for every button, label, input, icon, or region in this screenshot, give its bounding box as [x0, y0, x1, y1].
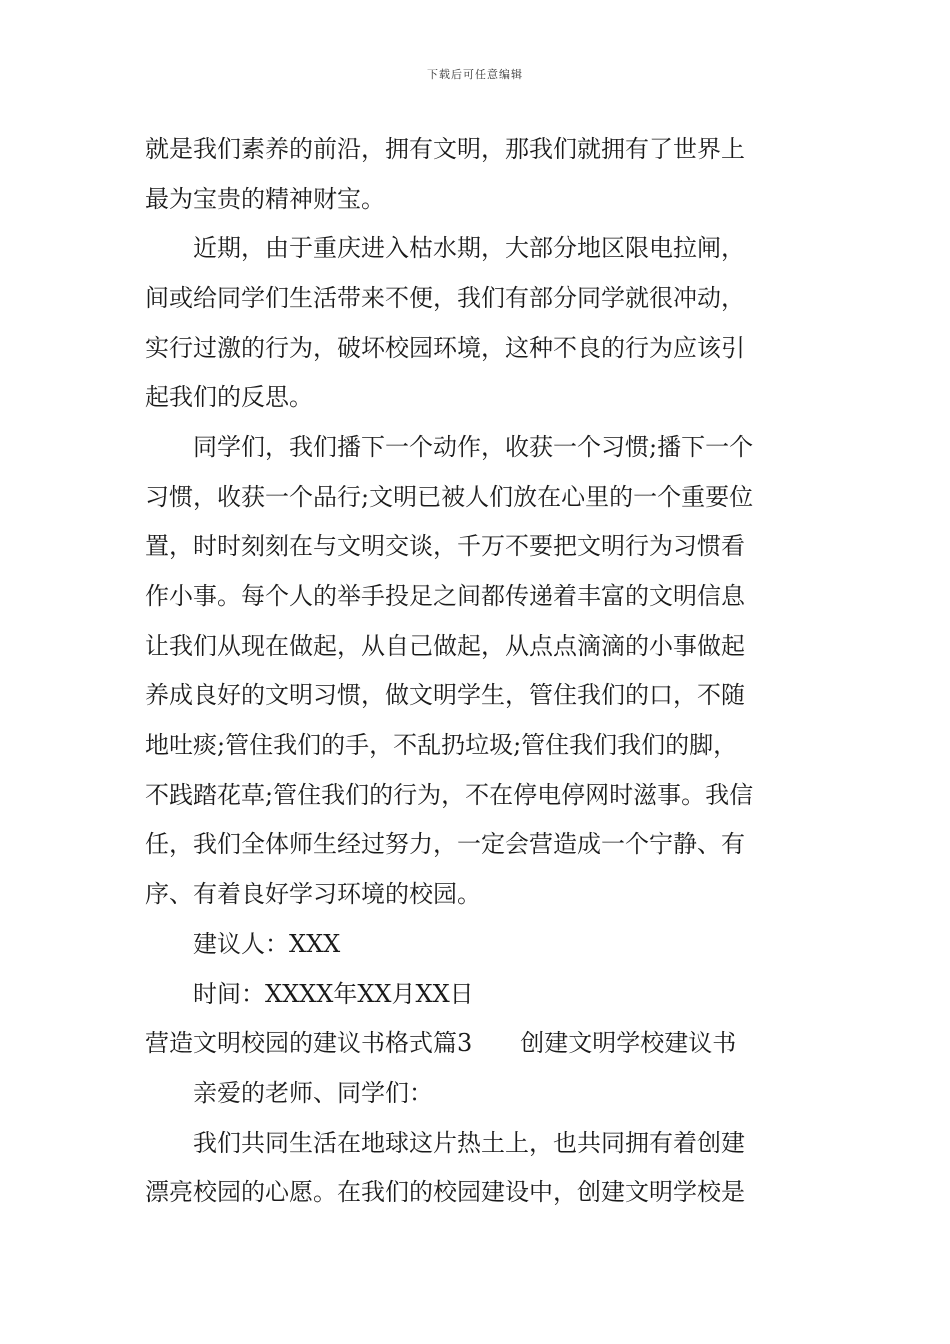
text-line: 序、有着良好学习环境的校园。 — [145, 880, 481, 908]
text-line: 不践踏花草;管住我们的行为，不在停电停网时滋事。我信 — [145, 781, 754, 809]
text-line: 作小事。每个人的举手投足之间都传递着丰富的文明信息 — [145, 582, 745, 610]
text-line: 起我们的反思。 — [145, 383, 313, 411]
text-line: 让我们从现在做起，从自己做起，从点点滴滴的小事做起 — [145, 632, 745, 660]
paragraph-line: 我们共同生活在地球这片热土上，也共同拥有着创建 — [193, 1129, 745, 1157]
text-line: 间或给同学们生活带来不便，我们有部分同学就很冲动， — [145, 284, 745, 312]
text-line: 地吐痰;管住我们的手，不乱扔垃圾;管住我们我们的脚， — [145, 731, 738, 759]
text-line: 养成良好的文明习惯，做文明学生，管住我们的口，不随 — [145, 681, 745, 709]
paragraph-line: 同学们，我们播下一个动作，收获一个习惯;播下一个 — [193, 433, 754, 461]
section-title: 营造文明校园的建议书格式篇3 创建文明学校建议书 — [145, 1029, 737, 1057]
date-line: 时间：XXXX年XX月XX日 — [193, 980, 474, 1008]
text-line: 习惯，收获一个品行;文明已被人们放在心里的一个重要位 — [145, 483, 754, 511]
salutation-line: 亲爱的老师、同学们： — [193, 1079, 433, 1107]
text-line: 置，时时刻刻在与文明交谈，千万不要把文明行为习惯看 — [145, 532, 745, 560]
text-line: 实行过激的行为，破坏校园环境，这种不良的行为应该引 — [145, 334, 745, 362]
paragraph-line: 近期，由于重庆进入枯水期，大部分地区限电拉闸， — [193, 234, 745, 262]
page-header: 下载后可任意编辑 — [427, 68, 523, 81]
text-line: 最为宝贵的精神财宝。 — [145, 185, 385, 213]
proposer-line: 建议人：XXX — [193, 930, 341, 958]
text-line: 就是我们素养的前沿，拥有文明，那我们就拥有了世界上 — [145, 135, 745, 163]
text-line: 漂亮校园的心愿。在我们的校园建设中，创建文明学校是 — [145, 1178, 745, 1206]
text-line: 任，我们全体师生经过努力，一定会营造成一个宁静、有 — [145, 830, 745, 858]
